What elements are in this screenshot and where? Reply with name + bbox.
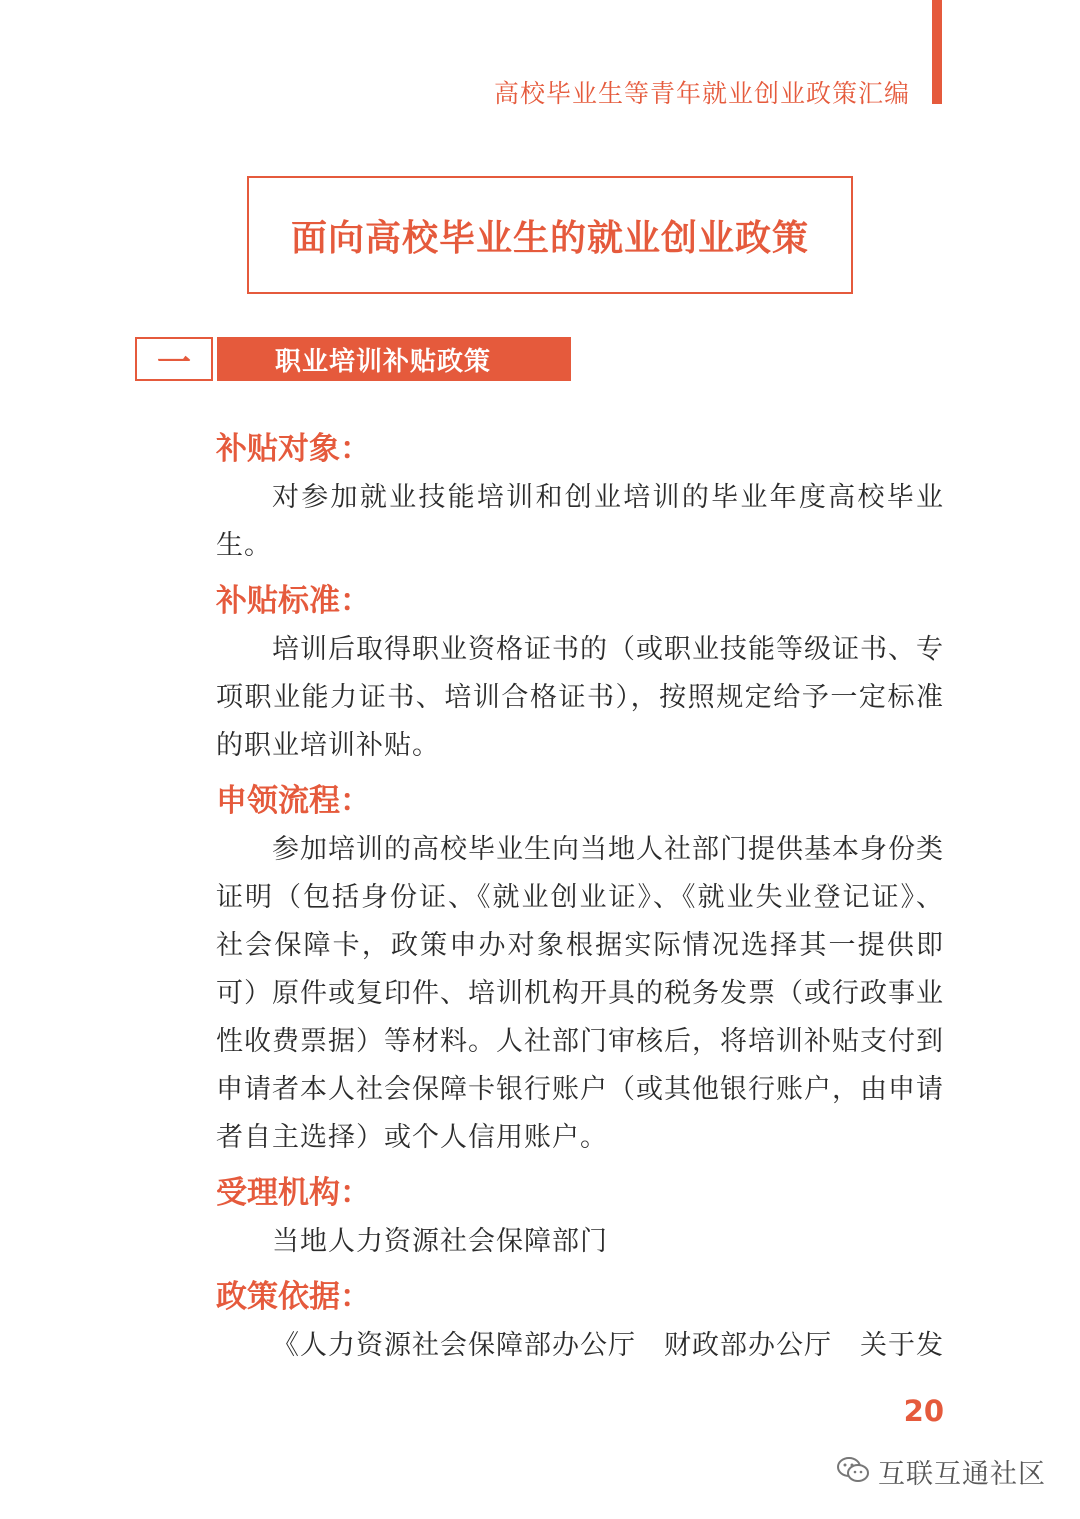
- policy-content: [216, 424, 944, 1376]
- page-title: 面向高校毕业生的就业创业政策: [290, 217, 809, 259]
- block-heading: 补贴对象：: [216, 431, 371, 467]
- running-header: 高校毕业生等青年就业创业政策汇编: [493, 79, 910, 108]
- block-heading: 政策依据：: [216, 1279, 371, 1315]
- wechat-icon: [836, 1455, 870, 1489]
- top-accent-rule: [932, 0, 942, 104]
- block-body: 参加培训的高校毕业生向当地人社部门提供基本身份类证明（包括身份证、《就业创业证》、《就业失业登记证》、社会保障卡，政策申办对象根据实际情况选择其一提供即可）原件或复印件、培训机构开具的税务发票（或行政事业性收费票据）等材料。人社部门审核后，将培训补贴支付到申请者本人社会保障卡银行账户（或其他银行账户，由申请者自主选择）或个人信用账户。: [216, 834, 944, 1153]
- section-number: 一: [135, 337, 213, 381]
- block-body: 当地人力资源社会保障部门: [272, 1226, 608, 1257]
- watermark-text: 互联互通社区: [878, 1459, 1046, 1490]
- block-body: 对参加就业技能培训和创业培训的毕业年度高校毕业生。: [216, 482, 944, 561]
- section-bar: [135, 337, 571, 381]
- block-heading: 申领流程：: [216, 783, 371, 819]
- title-box: [247, 176, 853, 294]
- block-heading: 补贴标准：: [216, 583, 371, 619]
- page-number: 20: [903, 1394, 944, 1428]
- block-heading: 受理机构：: [216, 1175, 371, 1211]
- watermark: [836, 1452, 1046, 1491]
- block-body: 《人力资源社会保障部办公厅 财政部办公厅 关于发: [272, 1330, 944, 1361]
- section-title: 职业培训补贴政策: [217, 337, 571, 381]
- block-body: 培训后取得职业资格证书的（或职业技能等级证书、专项职业能力证书、培训合格证书），按照规定给予一定标准的职业培训补贴。: [216, 634, 944, 761]
